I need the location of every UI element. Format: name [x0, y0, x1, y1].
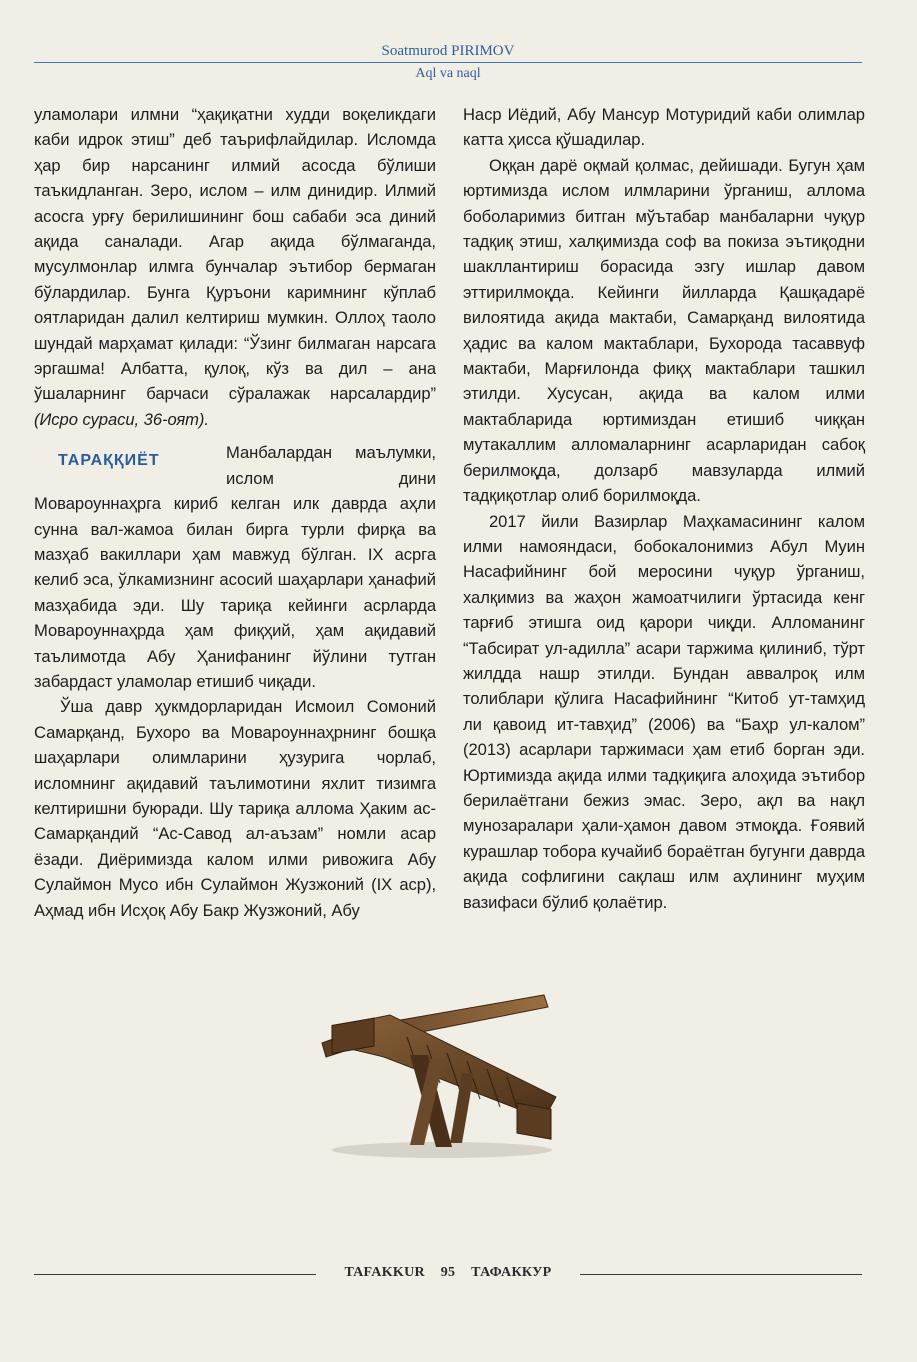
page-header: [34, 42, 862, 82]
left-column: [34, 102, 436, 923]
paragraph: Манбалардан маълумки, ислом дини Мовароуннаҳрга кириб келган илк даврда аҳли сунна вал-жамоа билан бирга турли фирқа ва мазҳаб вакиллари ҳам мавжуд бўлган. IX асрга келиб эса, ўлкамизнинг асосий шаҳарлари ҳанафий мазҳабида эди. Шу тариқа кейинги асрларда Мовароуннаҳрда ҳам фиқҳий, ҳам ақидавий таълимотда Абу Ҳанифанинг йўлини тутган забардаст уламолар етишиб чиқади.: [34, 443, 436, 691]
paragraph: 2017 йили Вазирлар Маҳкамасининг калом илми намояндаси, бобокалонимиз Абул Муин Насафийнинг бой меросини чуқур ўрганиш, халқимиз ва жаҳон жамоатчилиги ўртасида кенг тарғиб этишга оид қарори чиқди. Алломанинг “Табсират ул-адилла” асари таржима қилиниб, тўрт жилдда нашр этилди. Бундан аввалроқ илм толиблари қўлига Насафийнинг “Китоб ут-тамҳид ли қавоид ит-тавҳид” (2006) ва “Баҳр ул-калом” (2013) асарлари таржимаси ҳам етиб борган эди. Юртимизда ақида илми тадқиқига алоҳида эътибор берилаётгани бежиз эмас. Зеро, ақл ва нақл мунозаралари ҳали-ҳамон давом этмоқда. Ғоявий курашлар тобора кучайиб бораётган бугунги даврда ақида софлигини сақлаш илм аҳлининг муҳим вазифаси бўлиб қолаётир.: [463, 511, 865, 912]
rehal-book-stand-icon: [312, 985, 572, 1160]
paragraph: Ўша давр ҳукмдорларидан Исмоил Сомоний Самарқанд, Бухоро ва Мовароуннаҳрнинг бошқа шаҳарлари олимларини ҳузурига чорлаб, исломнинг ақидавий таълимотини яхлит тизимга келтиришни буюради. Шу тариқа аллома Ҳаким ас-Самарқандий “Ас-Савод ал-аъзам” номли асар ёзади. Диёримизда калом илми ривожига Абу Сулаймон Мусо ибн Сулаймон Жузжоний (IX аср), Аҳмад ибн Исҳоқ Абу Бакр Жузжоний, Абу: [34, 697, 436, 920]
footer-center: [316, 1265, 580, 1281]
paragraph: Оққан дарё оқмай қолмас, дейишади. Бугун ҳам юртимизда ислом илмларини ўрганиш, аллома боболаримиз битган мўътабар манбаларни чуқур тадқиқ этиш, халқимизда соф ва покиза эътиқодни шакллантириш борасида эзгу ишлар давом эттирилмоқда. Кейинги йилларда Қашқадарё вилоятида ақида мактаби, Самарқанд вилоятида ҳадис ва калом мактаблари, Бухорода тасаввуф мактаби, Марғилонда фиқҳ мактаблари ташкил этилди. Хусусан, ақида ва калом илми мактабларида юртимиздан етишиб чиққан мутакаллим алломаларнинг асарларидан сабоқ берилмоқда, долзарб мавзуларда илмий тадқиқотлар олиб борилмоқда.: [463, 155, 865, 506]
footer-rule-right: [580, 1274, 862, 1275]
page-footer: [34, 1262, 862, 1288]
footer-title-cyrillic: ТАФАККУР: [471, 1265, 552, 1280]
footer-title-latin: TAFAKKUR: [344, 1265, 425, 1280]
section-subheading: ТАРАҚҚИЁТ: [58, 452, 160, 470]
footer-rule-left: [34, 1274, 316, 1275]
header-author: Soatmurod PIRIMOV: [381, 43, 515, 59]
subheading-block: [34, 440, 436, 694]
paragraph: Наср Иёдий, Абу Мансур Мотуридий каби олимлар катта ҳисса қўшадилар.: [463, 105, 865, 150]
header-section: Aql va naql: [415, 66, 481, 81]
header-rule: [34, 62, 862, 63]
paragraph-text: уламолари илмни “ҳақиқатни худди воқеликдаги каби идрок этиш” деб таърифлайдилар. Исломда ҳар бир нарсанинг илмий асосда бўлиши таъкидланган. Зеро, ислом – илм динидир. Илмий асосга урғу берилишининг бош сабаби эса диний ақида саналади. Агар ақида бўлмаганда, мусулмонлар илмга бунчалар эътибор бермаган бўлардилар. Бунга Қуръони каримнинг кўплаб оятларидан далил келтириш мумкин. Оллоҳ таоло шундай марҳамат қилади: “Ўзинг билмаган нарсага эргашма! Албатта, қулоқ, кўз ва дил – ана ўшаларнинг барчаси сўралажак нарсалардир”: [34, 105, 436, 404]
page-number: 95: [440, 1265, 456, 1280]
quran-citation: (Исро сураси, 36-оят).: [34, 409, 209, 429]
paragraph: [34, 102, 436, 432]
right-column: [463, 102, 865, 915]
